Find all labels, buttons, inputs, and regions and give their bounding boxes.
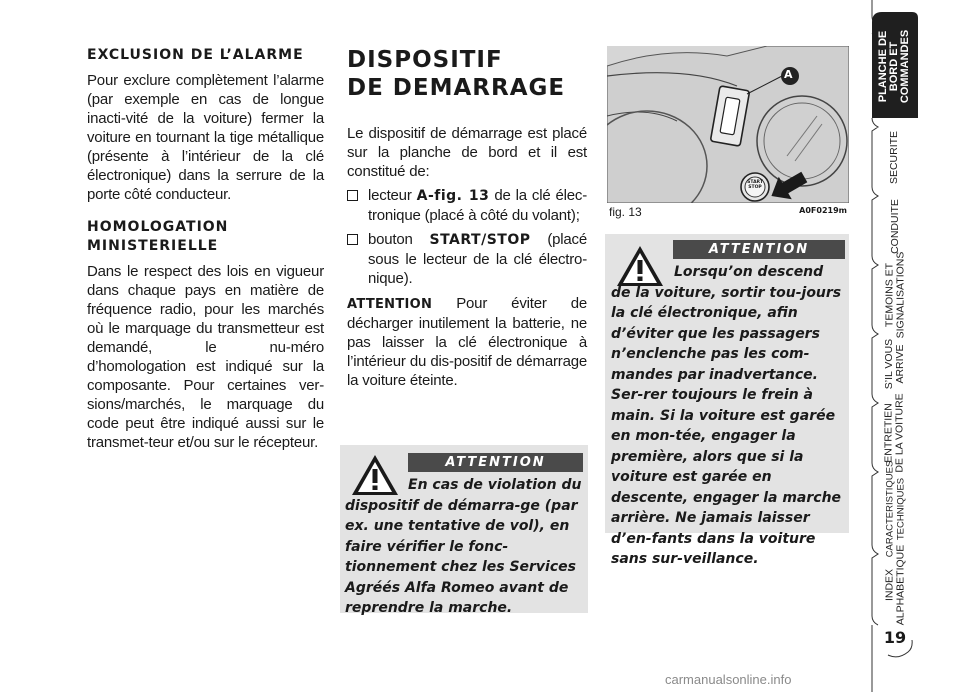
bullet-text [368,230,587,288]
warning-leaving-text [611,262,845,570]
alarm-exclusion-text: Pour exclure complètement l’alarme (par exemple en cas de longue inacti-vité de la voiture) fermer la voiture en tournant la tige métallique (présente à l’intérieur de la clé électronique) dans la serrure de la porte côté conducteur. [87,72,324,203]
middle-column [347,46,587,390]
checkbox-bullet-icon [347,190,358,201]
warning-box-leaving-car [605,234,849,567]
heading-homologation-line2: MINISTERIELLE [87,238,219,254]
attention-note-label: ATTENTION [347,297,433,312]
page-title-line1: DISPOSITIF [347,47,503,73]
heading-homologation [87,218,324,256]
tab-label: S’IL VOUS ARRIVE [883,338,907,390]
warning-label-bar: ATTENTION [673,240,845,259]
tab-label: ENTRETIEN DE LA VOITURE [883,393,907,473]
heading-alarm-exclusion: EXCLUSION DE L’ALARME [87,47,304,63]
figure-start-stop-label: START STOP [747,180,763,190]
warning-label-bar: ATTENTION [408,453,583,472]
bullet-reader-pre: lecteur [368,187,417,204]
tab-entretien[interactable] [872,393,918,473]
bullet-reader-ref: A-fig. 13 [416,188,490,204]
watermark: carmanualsonline.info [665,672,792,687]
tab-label: PLANCHE DE BORD ET COMMANDES [877,29,912,103]
starter-intro: Le dispositif de démarrage est placé sur la planche de bord et il est constitué de: [347,125,587,180]
page-title [347,46,587,102]
warning-theft-text [345,475,583,619]
page-title-line2: DE DEMARRAGE [347,75,566,101]
bullet-reader-post: de la clé élec-tronique (placé à côté du volant); [368,187,588,224]
tab-label: CARACTERISTIQUES TECHNIQUES [884,460,907,557]
tab-caracteristiques[interactable] [872,460,918,557]
tab-label: CONDUITE [888,198,901,254]
tab-label: SECURITE [888,130,901,184]
tab-label: INDEX ALPHABETIQUE [883,544,906,626]
bullet-text [368,186,587,225]
chapter-sidebar [868,0,960,692]
warning-theft-text-span: En cas de violation du dispositif de démarra-ge (par ex. une tentative de vol), en faire vérifier le fonc-tionnement chez les Services Agréés Alfa Romeo avant de reprendre la marche. [345,477,582,616]
warning-box-theft [340,445,588,616]
figure-code: A0F0219m [799,206,847,215]
list-item [347,186,587,225]
list-item [347,230,587,288]
tab-conduite[interactable] [872,196,918,256]
bullet-button-post: (placé sous le lecteur de la clé électro-nique). [368,231,587,287]
tab-planche-de-bord[interactable] [872,14,918,118]
figure-marker-a: A [784,68,793,81]
warning-leaving-text-span: Lorsqu’on descend de la voiture, sortir tou-jours la clé électronique, afin d’éviter que les passagers n’enclenche pas les com-mandes par inadvertance. Ser-rer toujours le frein à main. Si la voiture est garée en mon-tée, engager la première, alors que si la voiture est garée en descente, engager la marche arrière. Ne jamais laisser d’en-fants dans la voiture sans sur-veillance. [611,264,842,567]
tab-securite[interactable] [872,127,918,187]
figure-caption: fig. 13 [609,205,642,219]
left-column [87,46,324,452]
tab-index[interactable] [872,544,918,626]
tab-temoins[interactable] [872,251,918,339]
dashboard-illustration [607,46,849,203]
tab-label: TEMOINS ET SIGNALISATIONS [883,251,906,339]
heading-homologation-line1: HOMOLOGATION [87,219,229,235]
homologation-text: Dans le respect des lois en vigueur dans chaque pays en matière de fréquence radio, pour les marchés où le marquage du transmetteur est demandé, le nu-méro d’homologation est indiqué sur la composante. Pour certaines ver-sions/marchés, le marquage du code peut être indiqué aussi sur le transmet-teur et/ou sur le récepteur. [87,263,324,451]
attention-note [347,294,587,390]
checkbox-bullet-icon [347,234,358,245]
bullet-button-pre: bouton [368,231,430,248]
page-number: 19 [883,628,907,647]
bullet-button-ref: START/STOP [429,232,531,248]
tab-sil-vous-arrive[interactable] [872,334,918,394]
attention-note-text: Pour éviter de décharger inutilement la batterie, ne pas laisser la clé électronique à l’intérieur du dis-positif de démarrage la voiture éteinte. [347,295,587,389]
